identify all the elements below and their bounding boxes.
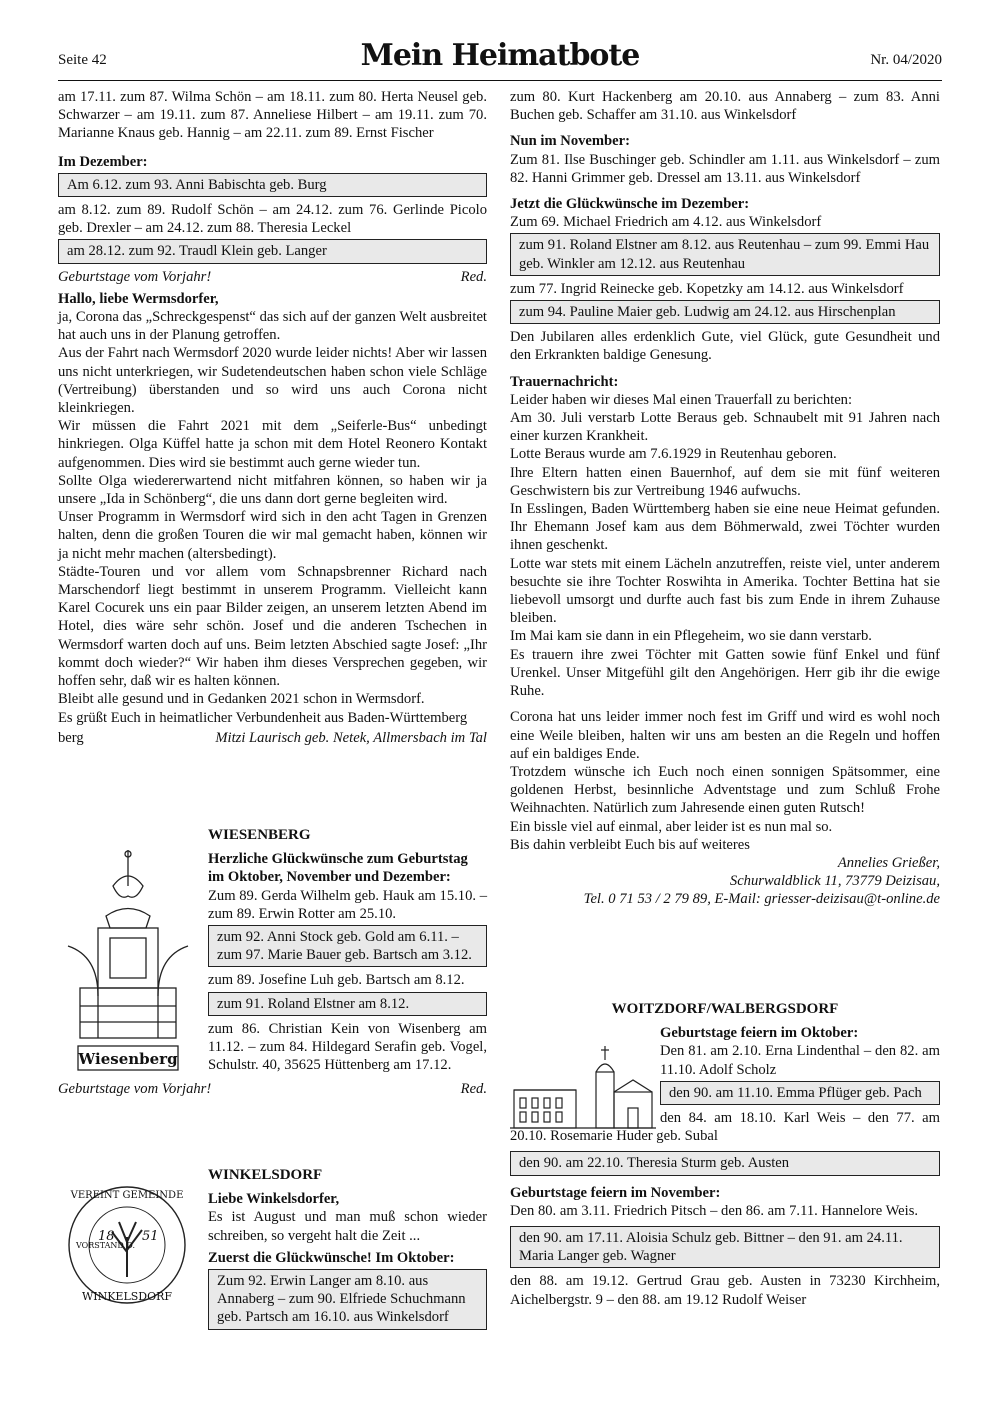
community-seal-icon xyxy=(64,1182,190,1308)
highlight-box: den 90. am 17.11. Aloisia Schulz geb. Bittner – den 91. am 24.11. Maria Langer geb. Wagner xyxy=(510,1226,940,1268)
november-heading: Geburtstage feiern im November: xyxy=(510,1184,721,1201)
highlight-box: am 28.12. zum 92. Traudl Klein geb. Langer xyxy=(58,239,487,263)
letter-signature: berg Mitzi Laurisch geb. Netek, Allmersbach im Tal xyxy=(58,729,487,746)
birthday-list-november: am 17.11. zum 87. Wilma Schön – am 18.11. zum 80. Herta Neusel geb. Schwarzer – am 19.11. zum 87. Anneliese Hilbert – am 19.11. zum 70. Marianne Knaus geb. Hannig – am 22.11. zum 89. Ernst Fischer xyxy=(58,89,487,142)
october-heading: Geburtstage feiern im Oktober: xyxy=(660,1025,859,1042)
editor-note: Geburtstage vom Vorjahr! Red. xyxy=(58,1081,487,1098)
highlight-box: zum 91. Roland Elstner am 8.12. aus Reutenhau – zum 99. Emmi Hau geb. Winkler am 12.12. aus Reutenhau xyxy=(510,233,940,275)
obituary-paragraph: Ihre Eltern hatten einen Bauernhof, auf dem sie mit fünf weiteren Geschwistern bis zur Vertreibung 1946 aufwuchs. xyxy=(510,464,940,499)
woitzdorf-november-list: Den 80. am 3.11. Friedrich Pitsch – den 86. am 7.11. Hannelore Weis. xyxy=(510,1202,919,1219)
winkelsdorf-october-list: zum 80. Kurt Hackenberg am 20.10. aus Annaberg – zum 83. Anni Buchen geb. Schaffer am 31.10. aus Winkelsdorf xyxy=(510,89,940,124)
section-title-winkelsdorf: WINKELSDORF xyxy=(208,1167,323,1183)
highlight-box: den 90. am 22.10. Theresia Sturm geb. Austen xyxy=(510,1151,940,1175)
obituary-paragraph: Es trauern ihre zwei Töchter mit Gatten sowie fünf Enkel und fünf Urenkel. Unser Mitgefühl gilt den Angehörigen. Herr gib ihr die ewige Ruhe. xyxy=(510,646,940,700)
highlight-box: Am 6.12. zum 93. Anni Babischta geb. Burg xyxy=(58,173,487,197)
november-heading: Nun im November: xyxy=(510,133,630,150)
emblem-label: Wiesenberg xyxy=(78,1050,178,1068)
closing-paragraph: Bis dahin verbleibt Euch bis auf weiteres xyxy=(510,836,750,853)
obituary-paragraph: Lotte Beraus wurde am 7.6.1929 in Reutenhau geboren. xyxy=(510,446,837,463)
svg-text:WINKELSDORF: WINKELSDORF xyxy=(81,1290,173,1303)
signature-name: Annelies Grießer, xyxy=(837,854,940,871)
wiesenberg-list: Zum 89. Gerda Wilhelm geb. Hauk am 15.10. – zum 89. Erwin Rotter am 25.10. xyxy=(208,887,487,922)
highlight-box: zum 94. Pauline Maier geb. Ludwig am 24.12. aus Hirschenplan xyxy=(510,300,940,324)
svg-text:VORSTAND D.: VORSTAND D. xyxy=(76,1241,136,1250)
village-church-icon xyxy=(510,1042,656,1132)
section-title-woitzdorf: WOITZDORF/WALBERGSDORF xyxy=(611,1001,839,1017)
right-column xyxy=(510,88,940,909)
obituary-heading: Trauernachricht: xyxy=(510,373,619,390)
obituary-paragraph: Am 30. Juli verstarb Lotte Beraus geb. Schnaubelt mit 91 Jahren nach einer kurzen Krankheit. xyxy=(510,410,940,445)
winkelsdorf-greeting: Liebe Winkelsdorfer, xyxy=(208,1191,340,1208)
highlight-box: zum 91. Roland Elstner am 8.12. xyxy=(208,992,487,1016)
woitzdorf-section xyxy=(510,1000,940,1309)
page-header xyxy=(58,38,942,78)
letter-paragraph: Unser Programm in Wermsdorf wird sich in den acht Tagen in Grenzen halten, denn die großen Touren die wir mal gemacht haben, können wir ja nicht mehr machen (altersbedingt). xyxy=(58,509,487,562)
fountain-emblem-icon xyxy=(58,846,198,1076)
letter-greeting: Hallo, liebe Wermsdorfer, xyxy=(58,290,219,307)
wishes-paragraph: Den Jubilaren alles erdenklich Gute, viel Glück, gute Gesundheit und den Erkrankten baldige Genesung. xyxy=(510,329,940,364)
winkelsdorf-heading: Zuerst die Glückwünsche! Im Oktober: xyxy=(208,1249,455,1266)
birthday-list-december: am 8.12. zum 89. Rudolf Schön – am 24.12. zum 76. Gerlinde Picolo geb. Drexler – am 24.12. zum 88. Theresia Leckel xyxy=(58,202,487,237)
obituary-paragraph: Leider haben wir dieses Mal einen Trauerfall zu berichten: xyxy=(510,391,853,408)
left-column xyxy=(58,88,487,747)
closing-paragraph: Ein bissle viel auf einmal, aber leider ist es nun mal so. xyxy=(510,818,833,835)
obituary-paragraph: Im Mai kam sie dann in ein Pflegeheim, wo sie dann verstarb. xyxy=(510,628,872,645)
letter-paragraph: Sollte Olga wiedererwartend nicht mitfahren können, so haben wir ja unsere „Ida in Schönberg“, die uns dann dort gerne begleiten wird. xyxy=(58,472,487,508)
signature-contact: Tel. 0 71 53 / 2 79 89, E-Mail: griesser-deizisau@t-online.de xyxy=(583,891,940,908)
winkelsdorf-december-list: zum 77. Ingrid Reinecke geb. Kopetzky am 14.12. aus Winkelsdorf xyxy=(510,280,904,297)
wiesenberg-list: zum 86. Christian Kein von Wisenberg am 11.12. – zum 84. Hildegard Serafin geb. Vogel, Schulstr. 40, 35625 Hüttenberg am 17.12. xyxy=(208,1020,487,1074)
letter-paragraph: Aus der Fahrt nach Wermsdorf 2020 wurde leider nichts! Aber wir lassen uns nicht unterkriegen, wir Sudetendeutschen haben schon viele Schläge (Vertreibung) überstanden und so wird uns auch Corona nicht kleinkriegen. xyxy=(58,345,487,417)
wiesenberg-heading: Herzliche Glückwünsche zum Geburtstag im Oktober, November und Dezember: xyxy=(208,851,468,886)
wiesenberg-section xyxy=(58,826,487,1099)
december-heading: Im Dezember: xyxy=(58,153,148,170)
december-heading: Jetzt die Glückwünsche im Dezember: xyxy=(510,196,750,213)
masthead-title: Mein Heimatbote xyxy=(360,38,640,73)
woitzdorf-december-list: den 88. am 19.12. Gertrud Grau geb. Austen in 73230 Kirchheim, Aichelbergstr. 9 – den 88. am 19.12 Rudolf Weiser xyxy=(510,1273,940,1308)
letter-paragraph: Städte-Touren und vor allem vom Schnapsbrenner Richard nach Marschendorf liegt bestimmt in unserem Programm. Vielleicht kann Karel Cocurek uns ein paar Bilder zeigen, an unserem letzten Abend im Hotel, dies wäre sehr schön. Josef und die anderen Tschechen in Wermsdorf warten doch auf uns. Beim letzten Abschied sagte Josef: „Ihr kommt doch wieder?“ Wir haben ihm dieses Versprechen gegeben, wir hoffen sehr, daß wir es halten können. xyxy=(58,563,487,690)
svg-text:18: 18 xyxy=(98,1229,115,1244)
closing-paragraph: Corona hat uns leider immer noch fest im Griff und wird es wohl noch eine Weile bleiben, halten wir uns am besten an die Regeln und hoffen auf ein baldiges Ende. xyxy=(510,709,940,762)
closing-paragraph: Trotzdem wünsche ich Euch noch einen sonnigen Spätsommer, eine goldenen Herbst, besinnliche Adventstage und zum Schluß Frohe Weihnachten. Natürlich zum Jahresende einen guten Rutsch! xyxy=(510,763,940,817)
woitzdorf-october-list: Den 81. am 2.10. Erna Lindenthal – den 82. am 11.10. Adolf Scholz xyxy=(660,1043,940,1078)
section-title-wiesenberg: WIESENBERG xyxy=(208,827,311,843)
editor-note: Geburtstage vom Vorjahr! Red. xyxy=(58,268,487,285)
obituary-paragraph: In Esslingen, Baden Württemberg haben sie eine neue Heimat gefunden. Ihr Ehemann Josef kam aus dem Böhmerwald, zwei Töchter wurden ihnen geschenkt. xyxy=(510,501,940,554)
signature-address: Schurwaldblick 11, 73779 Deizisau, xyxy=(729,873,940,890)
issue-number: Nr. 04/2020 xyxy=(870,52,942,68)
page-number: Seite 42 xyxy=(58,52,107,68)
winkelsdorf-december-list: Zum 69. Michael Friedrich am 4.12. aus Winkelsdorf xyxy=(510,214,822,231)
header-rule xyxy=(58,80,942,81)
letter-paragraph: Es grüßt Euch in heimatlicher Verbundenheit aus Baden-Württemberg xyxy=(58,709,468,726)
letter-paragraph: ja, Corona das „Schreckgespenst“ das sich auf der ganzen Welt ausbreitet hat auch uns in der Planung getroffen. xyxy=(58,309,487,344)
svg-text:51: 51 xyxy=(142,1229,159,1244)
letter-paragraph: Bleibt alle gesund und in Gedanken 2021 schon in Wermsdorf. xyxy=(58,691,425,708)
wiesenberg-list: zum 89. Josefine Luh geb. Bartsch am 8.12. xyxy=(208,972,465,989)
winkelsdorf-november-list: Zum 81. Ilse Buschinger geb. Schindler am 1.11. aus Winkelsdorf – zum 82. Hanni Grimmer geb. Dressel am 13.11. aus Winkelsdorf xyxy=(510,151,940,186)
highlight-box: Zum 92. Erwin Langer am 8.10. aus Annaberg – zum 90. Elfriede Schuchmann geb. Partsch am 16.10. aus Winkelsdorf xyxy=(208,1269,487,1330)
svg-text:VEREINT GEMEINDE: VEREINT GEMEINDE xyxy=(70,1190,184,1201)
woitzdorf-october-list: den 84. am 18.10. Karl Weis – den 77. am 20.10. Rosemarie Huder geb. Subal xyxy=(510,1110,940,1145)
highlight-box: zum 92. Anni Stock geb. Gold am 6.11. – zum 97. Marie Bauer geb. Bartsch am 3.12. xyxy=(208,925,487,967)
winkelsdorf-intro: Es ist August und man muß schon wieder schreiben, so vergeht halt die Zeit ... xyxy=(208,1209,487,1244)
obituary-paragraph: Lotte war stets mit einem Lächeln anzutreffen, reiste viel, unter anderem besuchte sie ihre Tochter Roswihta in Amerika. Tochter Bettina hat sie liebevoll umsorgt und durfte auch fast bis zum Ende in ihrem Zuhause bleiben. xyxy=(510,555,940,627)
winkelsdorf-section xyxy=(58,1166,487,1334)
letter-paragraph: Wir müssen die Fahrt 2021 mit dem „Seiferle-Bus“ unbedingt hinkriegen. Olga Küffel hatte ja schon mit dem Hotel Reonero Kontakt aufgenommen. Dies wird sie bestimmt auch gerne wieder tun. xyxy=(58,418,487,471)
highlight-box: den 90. am 11.10. Emma Pflüger geb. Pach xyxy=(660,1081,940,1105)
